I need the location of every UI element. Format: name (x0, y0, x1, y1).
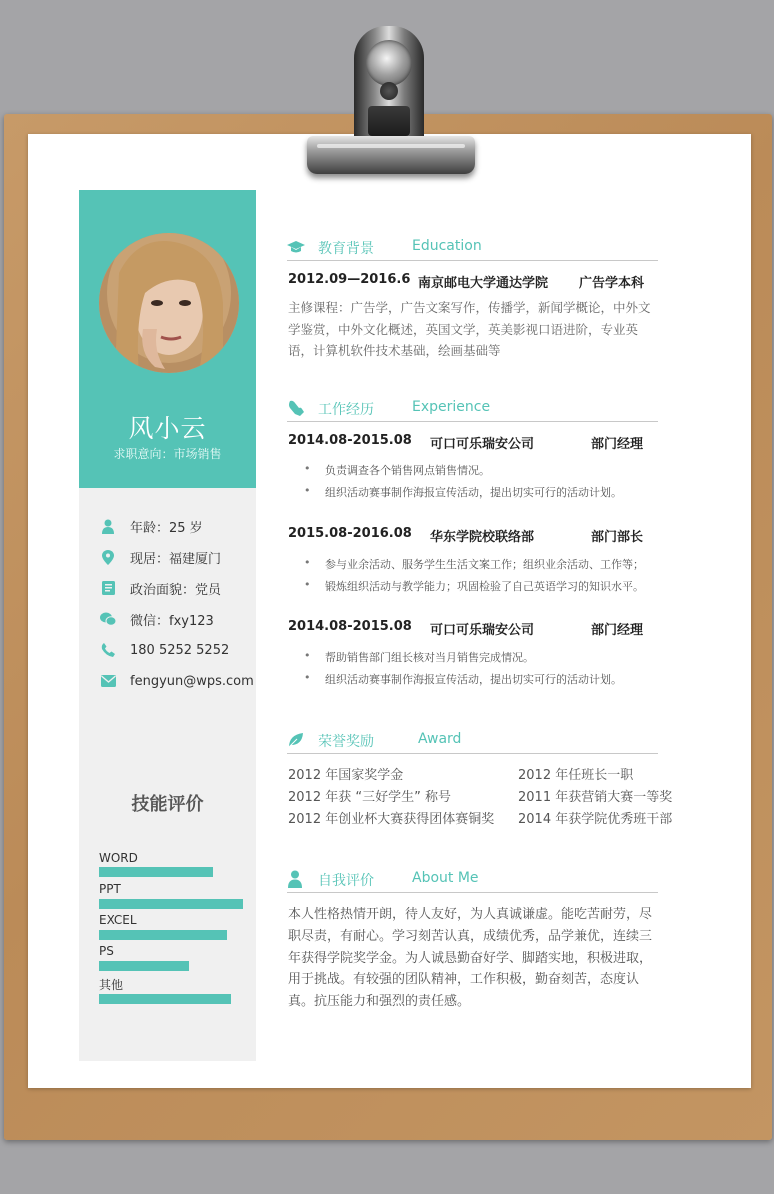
skill-bar-ps (99, 961, 189, 971)
candidate-name: 风小云 (128, 414, 207, 443)
wechat-icon (100, 611, 116, 627)
skills-title: 技能评价 (131, 794, 204, 815)
about-title-zh: 自我评价 (318, 873, 374, 889)
education-period: 2012.09—2016.6 (288, 272, 411, 287)
job-role: 部门经理 (591, 623, 644, 638)
job-org: 可口可乐瑞安公司 (430, 437, 535, 452)
award-item: 2012 年获 “三好学生” 称号 (288, 790, 451, 805)
location-pin-icon (100, 549, 116, 565)
leaf-icon (287, 731, 305, 749)
education-school: 南京邮电大学通达学院 (418, 276, 549, 291)
experience-header (287, 397, 658, 422)
job-point: • 锻炼组织活动与教学能力；巩固检验了自己英语学习的知识水平。 (308, 578, 644, 594)
avatar (99, 233, 239, 373)
skill-label-other: 其他 (99, 978, 124, 992)
award-item: 2012 年创业杯大赛获得团体赛铜奖 (288, 812, 495, 827)
job-point: • 组织活动赛事制作海报宣传活动，提出切实可行的活动计划。 (308, 484, 622, 500)
education-detail: 主修课程：广告学，广告文案写作，传播学，新闻学概论，中外文学鉴赏，中外文化概述，英国文学，英美影视口语进阶，专业英语，计算机软件技术基础，绘画基础等 (288, 300, 651, 358)
clip-icon (354, 26, 424, 148)
info-email: fengyun@wps.com (100, 671, 254, 691)
job-org: 可口可乐瑞安公司 (430, 623, 535, 638)
award-item: 2011 年获营销大赛一等奖 (518, 790, 673, 805)
award-title-zh: 荣誉奖励 (318, 734, 374, 750)
phone-icon (100, 642, 116, 658)
hand-icon (287, 399, 305, 417)
about-header (287, 868, 658, 893)
info-residence: 现居：福建厦门 (100, 547, 221, 567)
skill-label-word: WORD (99, 851, 138, 865)
experience-title-en: Experience (412, 399, 491, 415)
skill-bar-other (99, 994, 231, 1004)
job-org: 华东学院校联络部 (430, 530, 535, 545)
award-title-en: Award (418, 731, 462, 747)
job-period: 2014.08-2015.08 (288, 433, 412, 448)
education-degree: 广告学本科 (579, 276, 645, 291)
award-item: 2012 年任班长一职 (518, 768, 634, 783)
clip-base (307, 136, 475, 174)
graduation-cap-icon (287, 238, 305, 256)
skill-label-ppt: PPT (99, 882, 121, 896)
award-item: 2012 年国家奖学金 (288, 768, 404, 783)
about-text: 本人性格热情开朗，待人友好，为人真诚谦虚。能吃苦耐劳，尽职尽责，有耐心。学习刻苦认真，成绩优秀，品学兼优，连续三年获得学院奖学金。为人诚恳勤奋好学、脚踏实地，积极进取，用于挑战。有较强的团队精神，工作积极，勤奋刻苦，态度认真。抗压能力和强烈的责任感。 (288, 907, 653, 1010)
education-header (287, 236, 658, 261)
skill-label-excel: EXCEL (99, 913, 137, 927)
skill-bar-word (99, 867, 213, 877)
person-icon (287, 870, 305, 888)
award-header (287, 729, 658, 754)
mail-icon (100, 673, 116, 689)
job-point: • 参与业余活动、服务学生生活文案工作；组织业余活动、工作等； (308, 556, 644, 572)
education-title-en: Education (412, 238, 482, 254)
experience-title-zh: 工作经历 (318, 402, 374, 418)
info-phone: 180 5252 5252 (100, 640, 229, 660)
document-icon (100, 580, 116, 596)
info-political: 政治面貌：党员 (100, 578, 221, 598)
job-period: 2015.08-2016.08 (288, 526, 412, 541)
job-intent: 求职意向：市场销售 (113, 447, 222, 461)
info-wechat: 微信：fxy123 (100, 609, 214, 629)
job-period: 2014.08-2015.08 (288, 619, 412, 634)
job-role: 部门部长 (591, 530, 644, 545)
job-role: 部门经理 (591, 437, 644, 452)
person-icon (100, 518, 116, 534)
skill-bar-ppt (99, 899, 243, 909)
education-title-zh: 教育背景 (318, 241, 374, 257)
award-item: 2014 年获学院优秀班干部 (518, 812, 673, 827)
info-age: 年龄：25 岁 (100, 516, 203, 536)
job-point: • 组织活动赛事制作海报宣传活动，提出切实可行的活动计划。 (308, 671, 622, 687)
job-point: • 帮助销售部门组长核对当月销售完成情况。 (308, 649, 534, 665)
skill-label-ps: PS (99, 944, 114, 958)
about-title-en: About Me (412, 870, 479, 886)
job-point: • 负责调查各个销售网点销售情况。 (308, 462, 490, 478)
skill-bar-excel (99, 930, 227, 940)
